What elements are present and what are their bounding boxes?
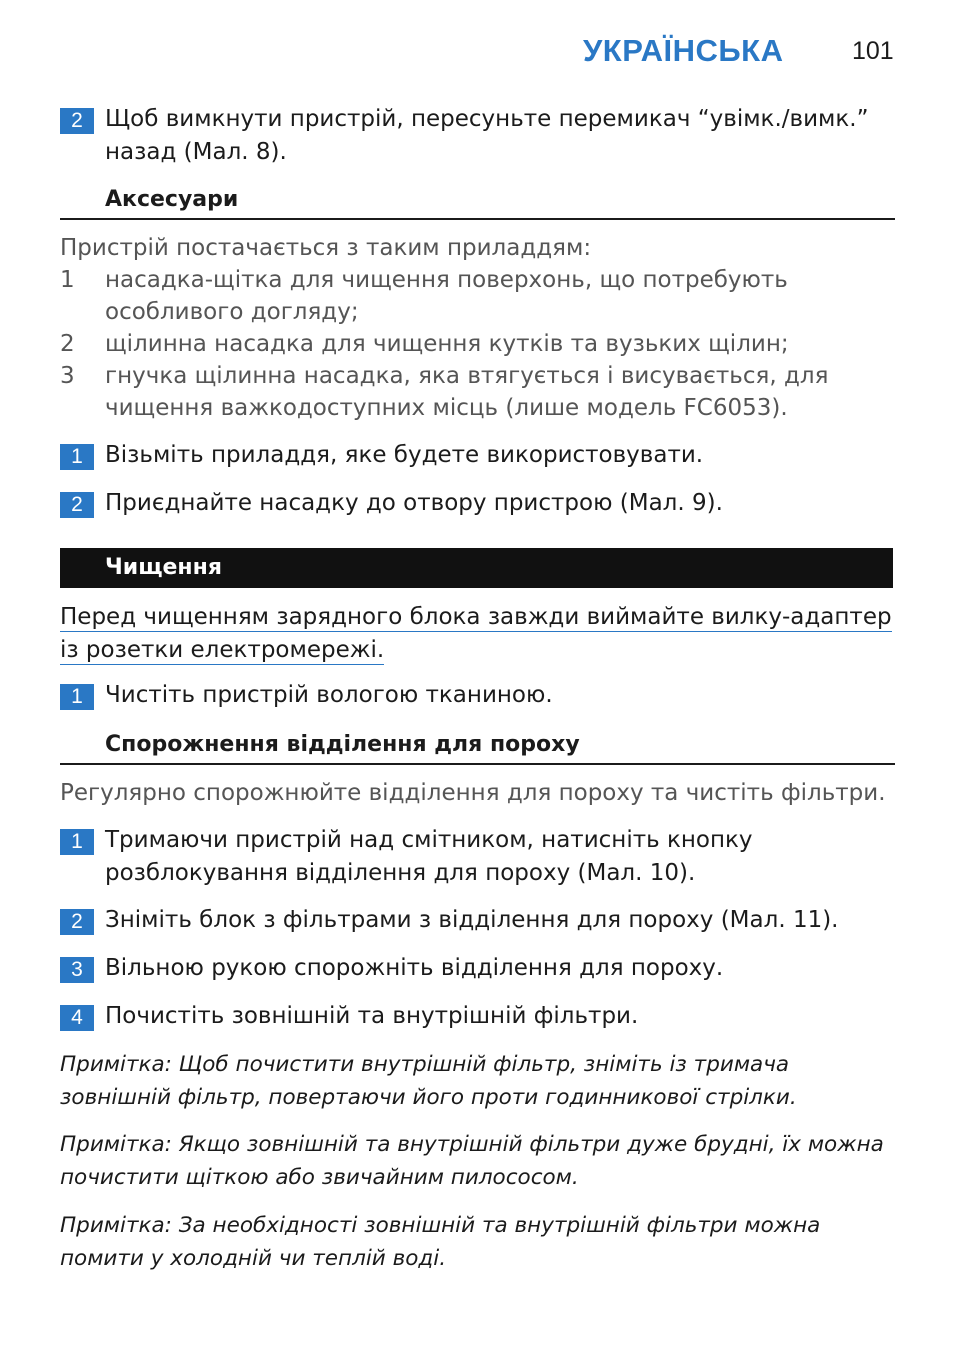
- step-number-badge: 2: [60, 492, 94, 518]
- step-empty-compartment: [60, 952, 896, 985]
- step-text: Чистіть пристрій вологою тканиною.: [105, 682, 553, 708]
- emptying-intro: Регулярно спорожнюйте відділення для пороху та чистіть фільтри.: [60, 780, 886, 806]
- step-text: Візьміть приладдя, яке будете використовувати.: [105, 442, 704, 468]
- accessories-heading-text: Аксесуари: [105, 187, 239, 212]
- accessory-item-text: щілинна насадка для чищення кутків та вузьких щілин;: [105, 331, 789, 357]
- step-number-badge: 1: [60, 684, 94, 710]
- language-header: УКРАЇНСЬКА: [583, 33, 784, 68]
- step-number-badge: 2: [60, 108, 94, 134]
- accessories-heading: [60, 183, 895, 220]
- step-number-badge: 1: [60, 829, 94, 855]
- cleaning-section-bar: [60, 548, 893, 588]
- accessory-item-text: гнучка щілинна насадка, яка втягується і висувається, для чищення важкодоступних місць (лише модель FC6053).: [105, 363, 829, 421]
- accessory-item: [60, 264, 896, 328]
- step-text: Щоб вимкнути пристрій, пересуньте перемикач “увімк./вимк.” назад (Мал. 8).: [105, 106, 869, 165]
- accessory-item-number: 3: [60, 363, 75, 389]
- step-clean-device: [60, 679, 896, 712]
- step-switch-off: [60, 103, 896, 169]
- accessory-item: [60, 328, 896, 360]
- step-take-accessory: [60, 439, 896, 472]
- step-text: Вільною рукою спорожніть відділення для пороху.: [105, 955, 724, 981]
- step-number-badge: 4: [60, 1005, 94, 1031]
- note: Примітка: Щоб почистити внутрішній фільтр, зніміть із тримача зовнішній фільтр, повертаючи його проти годинникової стрілки.: [60, 1052, 797, 1110]
- step-text: Почистіть зовнішній та внутрішній фільтри.: [105, 1003, 639, 1029]
- step-text: Зніміть блок з фільтрами з відділення для пороху (Мал. 11).: [105, 907, 839, 933]
- accessories-intro: Пристрій постачається з таким приладдям:: [60, 235, 592, 261]
- cleaning-warning: [60, 601, 896, 667]
- step-number-badge: 3: [60, 957, 94, 983]
- note: Примітка: За необхідності зовнішній та внутрішній фільтри можна помити у холодній чи теплій воді.: [60, 1213, 821, 1271]
- accessory-item-number: 2: [60, 331, 75, 357]
- accessory-item-number: 1: [60, 267, 75, 293]
- accessory-item-text: насадка-щітка для чищення поверхонь, що потребують особливого догляду;: [105, 267, 788, 325]
- cleaning-warning-text: Перед чищенням зарядного блока завжди виймайте вилку-адаптер із розетки електромережі.: [60, 604, 892, 663]
- step-text: Тримаючи пристрій над смітником, натисніть кнопку розблокування відділення для пороху (Мал. 10).: [105, 827, 753, 886]
- step-remove-filter-block: [60, 904, 896, 937]
- note: Примітка: Якщо зовнішній та внутрішній фільтри дуже брудні, їх можна почистити щіткою або звичайним пилососом.: [60, 1132, 884, 1190]
- accessory-item: [60, 360, 896, 424]
- step-number-badge: 1: [60, 444, 94, 470]
- step-clean-filters: [60, 1000, 896, 1033]
- emptying-heading: [60, 728, 895, 765]
- step-attach-nozzle: [60, 487, 896, 520]
- page-number: 101: [852, 37, 894, 65]
- step-text: Приєднайте насадку до отвору пристрою (Мал. 9).: [105, 490, 723, 516]
- step-number-badge: 2: [60, 909, 94, 935]
- emptying-heading-text: Спорожнення відділення для пороху: [105, 732, 580, 757]
- step-unlock-compartment: [60, 824, 896, 890]
- cleaning-heading-text: Чищення: [105, 555, 222, 580]
